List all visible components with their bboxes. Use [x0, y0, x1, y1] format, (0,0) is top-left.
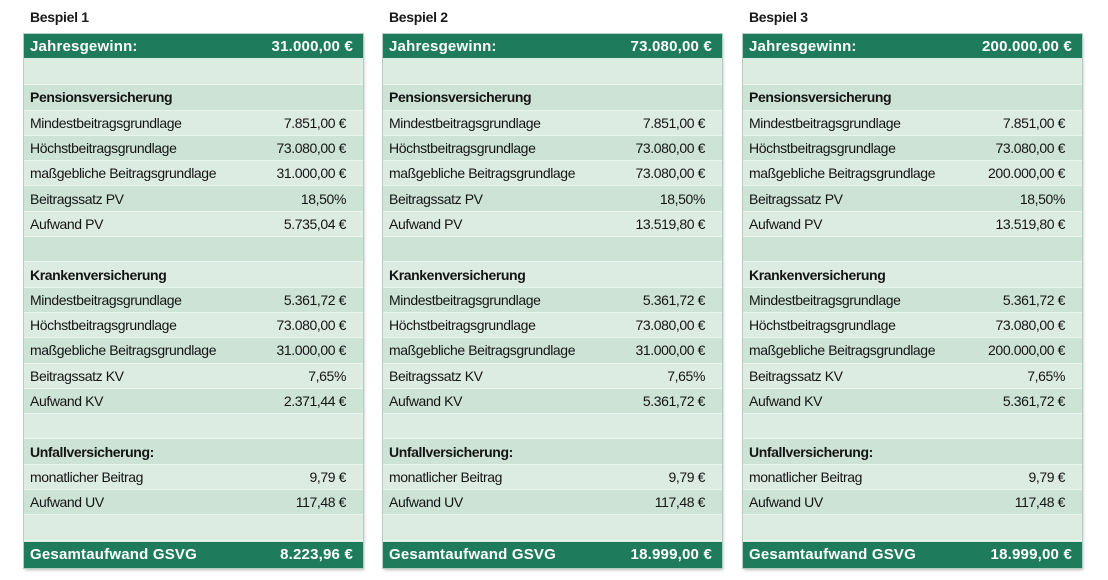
row-label: Mindestbeitragsgrundlage [749, 114, 901, 131]
table-row [24, 389, 363, 414]
table-row [743, 490, 1082, 515]
example-card-3 [743, 0, 1082, 575]
row-label: Mindestbeitragsgrundlage [749, 291, 901, 308]
row-value: 18,50% [659, 190, 705, 207]
table-row [383, 338, 722, 363]
row-label: Aufwand KV [749, 393, 823, 409]
row-value: 7.851,00 € [642, 114, 705, 131]
example-title: Bespiel 3 [749, 9, 808, 25]
spacer-row [383, 414, 722, 439]
row-label: Aufwand PV [30, 215, 104, 232]
spacer-row [24, 414, 363, 439]
row-value: 9,79 € [668, 468, 705, 485]
row-value: 5.361,72 € [642, 291, 705, 308]
table-row [743, 186, 1082, 211]
spacer-row [743, 515, 1082, 540]
row-label: maßgebliche Beitragsgrundlage [30, 342, 217, 359]
row-value: 200.000,00 € [988, 342, 1065, 359]
row-label: Höchstbeitragsgrundlage [30, 140, 177, 157]
row-label: Aufwand PV [749, 215, 823, 232]
row-value: 73.080,00 € [635, 140, 705, 157]
section-heading: Krankenversicherung [30, 266, 167, 283]
section-heading-row [24, 262, 363, 287]
row-value: 5.361,72 € [642, 393, 705, 409]
row-label: Höchstbeitragsgrundlage [30, 317, 177, 334]
row-label: Mindestbeitragsgrundlage [389, 291, 541, 308]
section-heading-row [24, 439, 363, 464]
row-value: 13.519,80 € [995, 215, 1065, 232]
row-value: 117,48 € [654, 494, 705, 511]
table-row [743, 313, 1082, 338]
row-label: Beitragssatz KV [389, 367, 483, 384]
row-label: maßgebliche Beitragsgrundlage [389, 342, 576, 359]
table-row [24, 111, 363, 136]
row-label: Höchstbeitragsgrundlage [749, 317, 896, 334]
row-label: Mindestbeitragsgrundlage [30, 114, 182, 131]
row-label: Beitragssatz KV [30, 367, 124, 384]
header-value: 31.000,00 € [271, 37, 353, 55]
row-value: 13.519,80 € [635, 215, 705, 232]
row-value: 73.080,00 € [995, 140, 1065, 157]
row-value: 7.851,00 € [283, 114, 346, 131]
contribution-table [383, 34, 722, 568]
section-heading: Unfallversicherung: [389, 443, 513, 460]
row-value: 31.000,00 € [635, 342, 705, 359]
row-value: 73.080,00 € [635, 165, 705, 182]
table-row [743, 111, 1082, 136]
row-value: 117,48 € [295, 494, 346, 511]
section-heading-row [24, 85, 363, 110]
section-heading-row [743, 439, 1082, 464]
header-label: Jahresgewinn: [749, 37, 857, 55]
table-row [743, 136, 1082, 161]
jahresgewinn-header-row [24, 34, 363, 58]
row-label: Beitragssatz PV [389, 190, 483, 207]
spacer-row [24, 60, 363, 85]
row-label: Aufwand UV [389, 494, 463, 511]
table-row [383, 212, 722, 237]
spacer-row [743, 414, 1082, 439]
row-label: Aufwand UV [749, 494, 823, 511]
row-label: monatlicher Beitrag [749, 468, 863, 485]
example-card-1 [24, 0, 363, 575]
section-heading: Pensionsversicherung [30, 89, 173, 106]
table-row [24, 364, 363, 389]
table-row [383, 364, 722, 389]
total-value: 18.999,00 € [990, 546, 1072, 564]
table-row [743, 389, 1082, 414]
row-label: Höchstbeitragsgrundlage [389, 317, 536, 334]
total-label: Gesamtaufwand GSVG [389, 546, 556, 564]
table-row [383, 465, 722, 490]
section-heading-row [383, 262, 722, 287]
total-value: 8.223,96 € [280, 546, 353, 564]
example-title: Bespiel 2 [389, 9, 448, 25]
total-footer-row [383, 542, 722, 568]
jahresgewinn-header-row [383, 34, 722, 58]
table-row [383, 186, 722, 211]
table-row [743, 161, 1082, 186]
spacer-row [383, 237, 722, 262]
row-value: 5.735,04 € [283, 215, 346, 232]
section-heading-row [383, 85, 722, 110]
header-label: Jahresgewinn: [30, 37, 138, 55]
row-value: 5.361,72 € [1002, 393, 1065, 409]
section-heading: Pensionsversicherung [389, 89, 532, 106]
row-label: Beitragssatz PV [749, 190, 843, 207]
row-label: Mindestbeitragsgrundlage [389, 114, 541, 131]
table-row [383, 161, 722, 186]
contribution-table [24, 34, 363, 568]
row-label: Aufwand KV [389, 393, 463, 409]
row-label: Höchstbeitragsgrundlage [749, 140, 896, 157]
contribution-table [743, 34, 1082, 568]
table-row [24, 288, 363, 313]
total-label: Gesamtaufwand GSVG [749, 546, 916, 564]
section-heading: Unfallversicherung: [30, 443, 154, 460]
row-value: 18,50% [1019, 190, 1065, 207]
table-row [383, 389, 722, 414]
total-value: 18.999,00 € [630, 546, 712, 564]
table-row [24, 161, 363, 186]
header-label: Jahresgewinn: [389, 37, 497, 55]
section-heading: Pensionsversicherung [749, 89, 892, 106]
row-value: 73.080,00 € [635, 317, 705, 334]
table-row [24, 313, 363, 338]
table-body [24, 60, 363, 541]
row-label: Aufwand UV [30, 494, 104, 511]
section-heading: Unfallversicherung: [749, 443, 873, 460]
row-label: maßgebliche Beitragsgrundlage [749, 342, 936, 359]
row-value: 31.000,00 € [276, 165, 346, 182]
table-row [24, 465, 363, 490]
table-row [743, 364, 1082, 389]
row-value: 5.361,72 € [283, 291, 346, 308]
row-value: 73.080,00 € [995, 317, 1065, 334]
table-row [383, 288, 722, 313]
total-label: Gesamtaufwand GSVG [30, 546, 197, 564]
row-label: Mindestbeitragsgrundlage [30, 291, 182, 308]
spacer-row [743, 60, 1082, 85]
spacer-row [383, 515, 722, 540]
section-heading: Krankenversicherung [749, 266, 886, 283]
example-card-2 [383, 0, 722, 575]
section-heading-row [743, 85, 1082, 110]
spacer-row [743, 237, 1082, 262]
row-label: maßgebliche Beitragsgrundlage [749, 165, 936, 182]
jahresgewinn-header-row [743, 34, 1082, 58]
table-row [383, 313, 722, 338]
table-row [24, 186, 363, 211]
total-footer-row [24, 542, 363, 568]
row-label: Aufwand KV [30, 393, 104, 409]
table-row [743, 338, 1082, 363]
row-value: 9,79 € [309, 468, 346, 485]
section-heading-row [383, 439, 722, 464]
row-value: 7,65% [1027, 367, 1065, 384]
row-label: Aufwand PV [389, 215, 463, 232]
row-label: monatlicher Beitrag [30, 468, 144, 485]
table-row [383, 136, 722, 161]
row-value: 31.000,00 € [276, 342, 346, 359]
example-title: Bespiel 1 [30, 9, 89, 25]
row-value: 5.361,72 € [1002, 291, 1065, 308]
table-row [24, 490, 363, 515]
section-heading-row [743, 262, 1082, 287]
table-row [24, 212, 363, 237]
table-row [743, 288, 1082, 313]
section-heading: Krankenversicherung [389, 266, 526, 283]
row-value: 7,65% [308, 367, 346, 384]
table-row [383, 490, 722, 515]
table-body [743, 60, 1082, 541]
row-value: 117,48 € [1014, 494, 1065, 511]
table-row [24, 136, 363, 161]
row-value: 2.371,44 € [283, 393, 346, 409]
row-value: 7,65% [667, 367, 705, 384]
row-label: Beitragssatz PV [30, 190, 124, 207]
row-label: maßgebliche Beitragsgrundlage [30, 165, 217, 182]
row-value: 18,50% [300, 190, 346, 207]
row-value: 73.080,00 € [276, 317, 346, 334]
row-value: 9,79 € [1028, 468, 1065, 485]
row-value: 200.000,00 € [988, 165, 1065, 182]
header-value: 200.000,00 € [982, 37, 1072, 55]
row-value: 7.851,00 € [1002, 114, 1065, 131]
row-label: Beitragssatz KV [749, 367, 843, 384]
header-value: 73.080,00 € [630, 37, 712, 55]
row-value: 73.080,00 € [276, 140, 346, 157]
row-label: Höchstbeitragsgrundlage [389, 140, 536, 157]
row-label: maßgebliche Beitragsgrundlage [389, 165, 576, 182]
spacer-row [24, 237, 363, 262]
row-label: monatlicher Beitrag [389, 468, 503, 485]
table-row [743, 465, 1082, 490]
total-footer-row [743, 542, 1082, 568]
spacer-row [24, 515, 363, 540]
spacer-row [383, 60, 722, 85]
table-row [24, 338, 363, 363]
table-row [743, 212, 1082, 237]
table-row [383, 111, 722, 136]
table-body [383, 60, 722, 541]
